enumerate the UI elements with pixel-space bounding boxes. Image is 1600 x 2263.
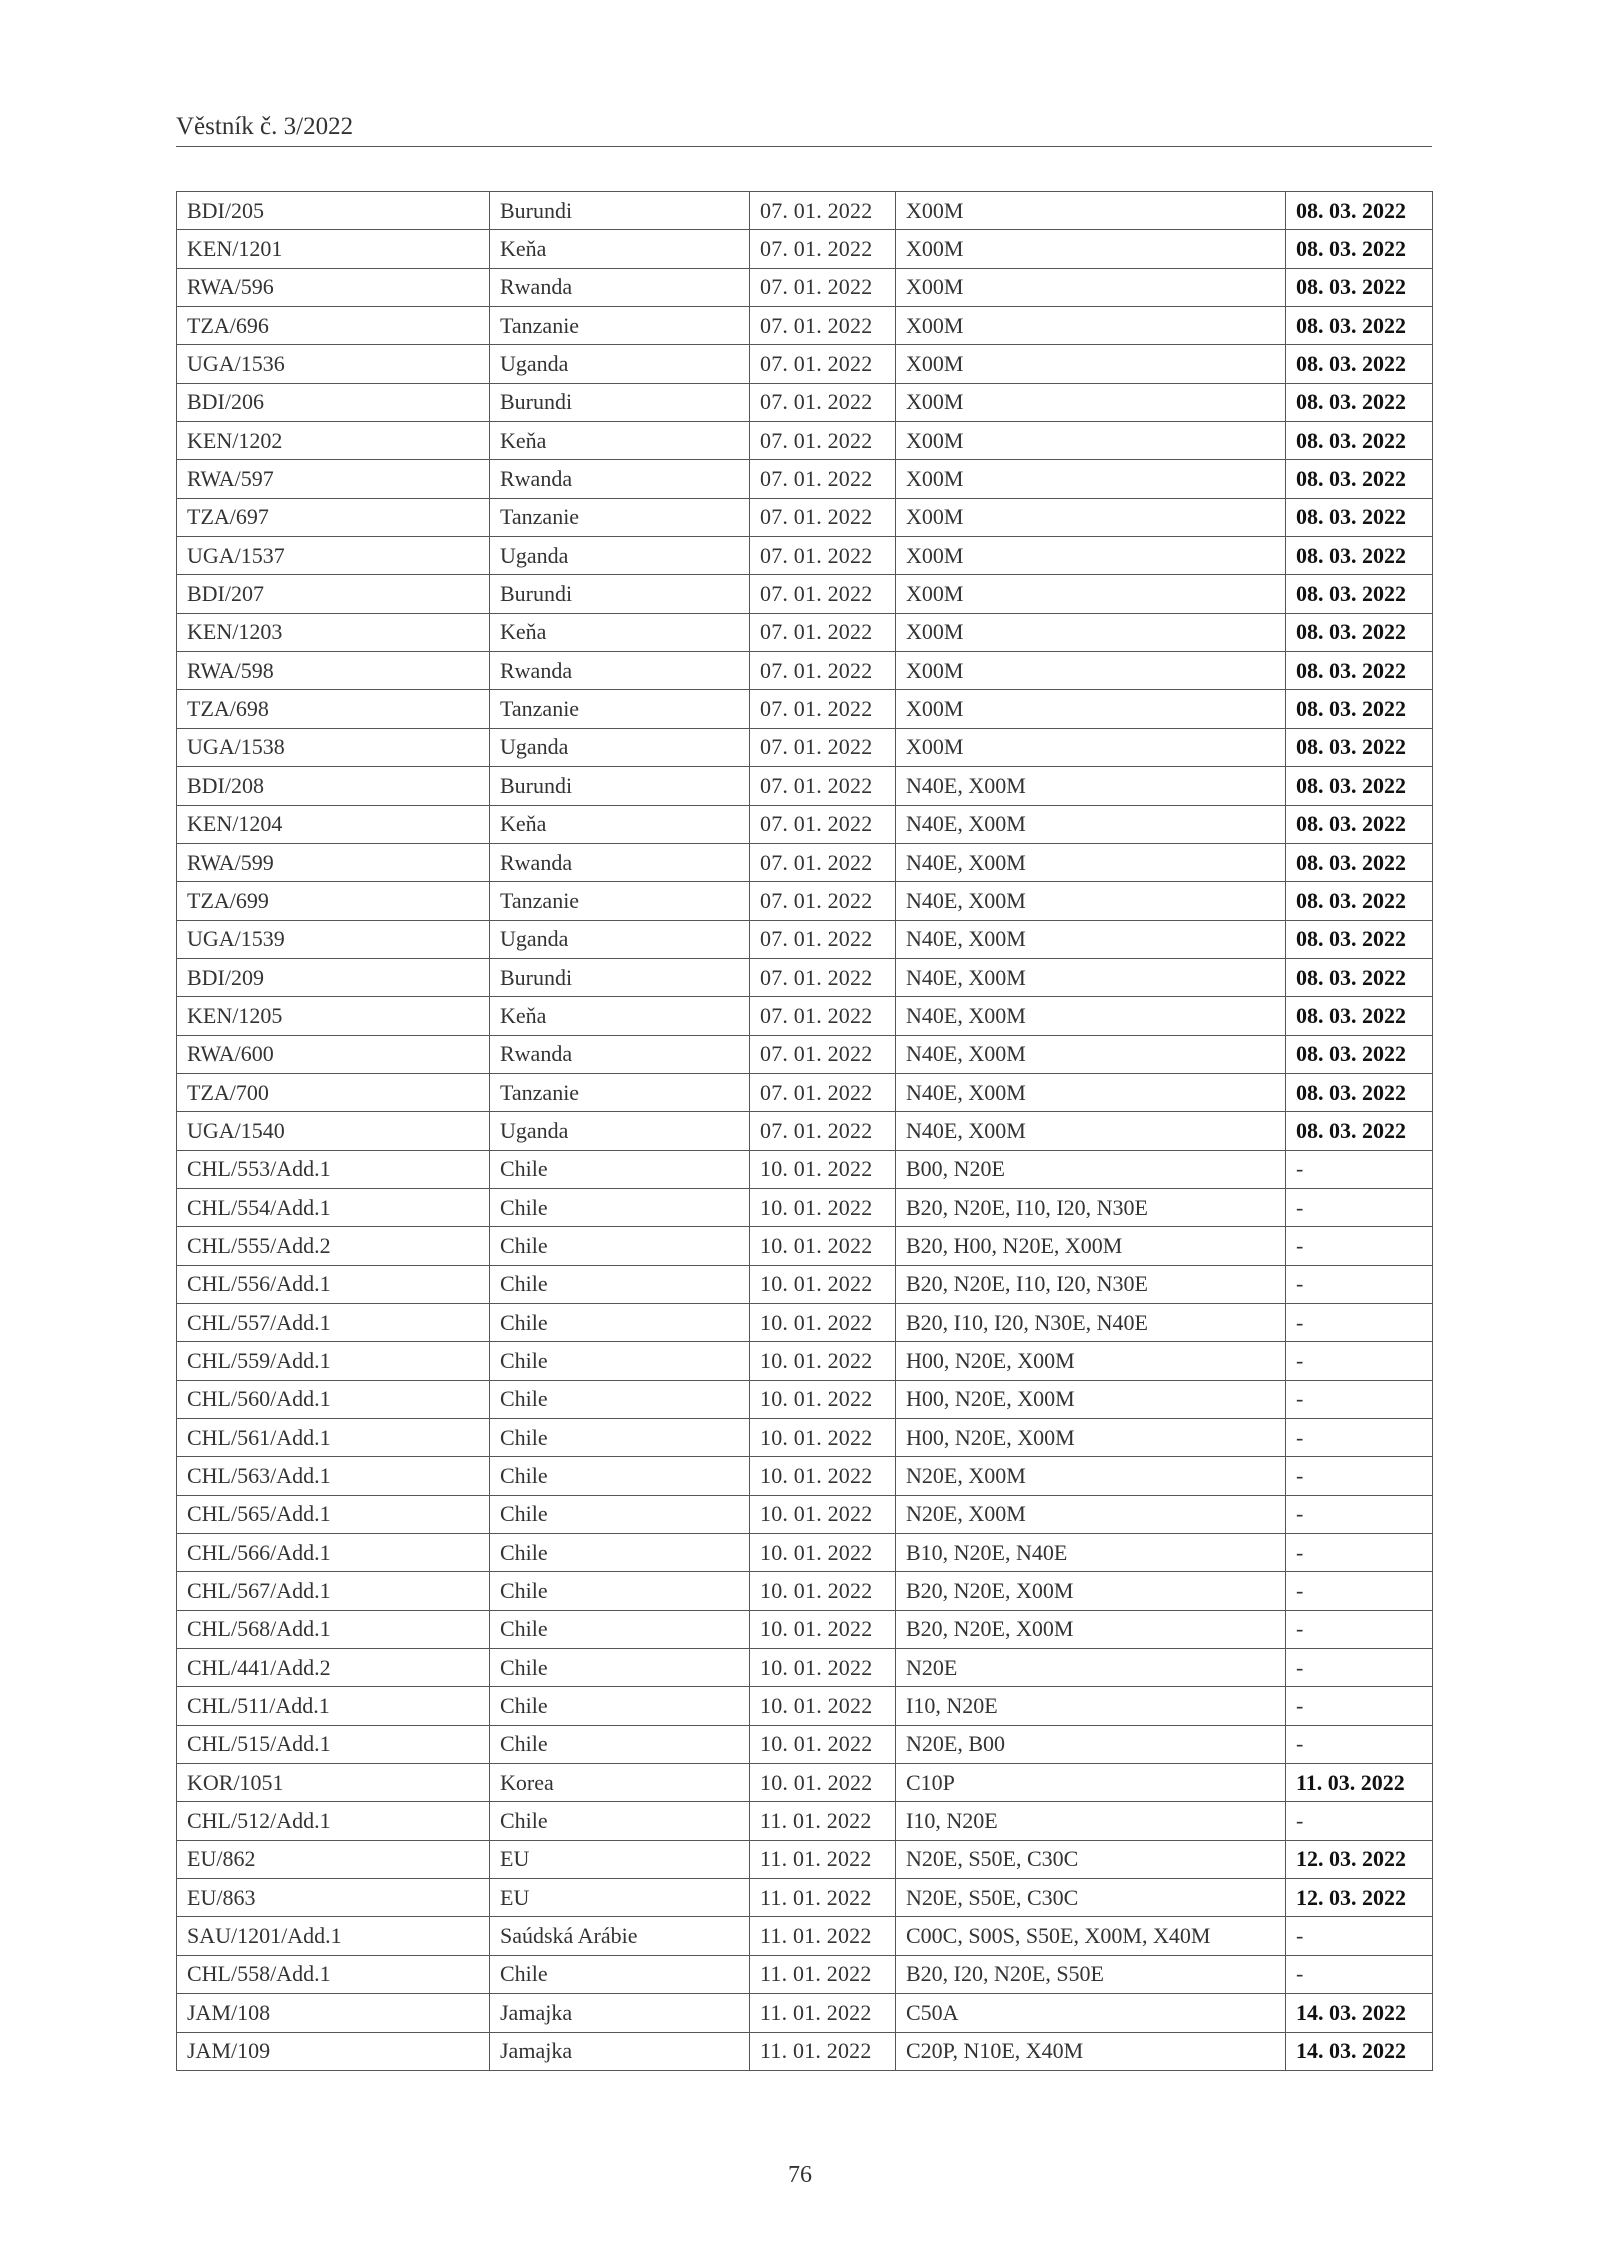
date-cell: 07. 01. 2022 xyxy=(750,997,896,1035)
table-row xyxy=(177,1994,1433,2032)
date-cell: 10. 01. 2022 xyxy=(750,1649,896,1687)
symbol-cell: CHL/554/Add.1 xyxy=(177,1188,490,1226)
codes-cell: N20E, S50E, C30C xyxy=(896,1840,1286,1878)
table-row xyxy=(177,805,1433,843)
deadline-cell: - xyxy=(1286,1457,1433,1495)
country-cell: Uganda xyxy=(490,537,750,575)
date-cell: 07. 01. 2022 xyxy=(750,613,896,651)
table-row xyxy=(177,1303,1433,1341)
date-cell: 10. 01. 2022 xyxy=(750,1419,896,1457)
symbol-cell: CHL/561/Add.1 xyxy=(177,1419,490,1457)
table-row xyxy=(177,1342,1433,1380)
codes-cell: C20P, N10E, X40M xyxy=(896,2032,1286,2070)
deadline-cell: - xyxy=(1286,1610,1433,1648)
page-number: 76 xyxy=(788,2162,812,2188)
table-row xyxy=(177,613,1433,651)
codes-cell: N20E, B00 xyxy=(896,1725,1286,1763)
codes-cell: B20, N20E, X00M xyxy=(896,1572,1286,1610)
table-row xyxy=(177,1610,1433,1648)
symbol-cell: CHL/515/Add.1 xyxy=(177,1725,490,1763)
symbol-cell: RWA/596 xyxy=(177,268,490,306)
country-cell: Burundi xyxy=(490,575,750,613)
date-cell: 10. 01. 2022 xyxy=(750,1725,896,1763)
deadline-cell: - xyxy=(1286,1917,1433,1955)
codes-cell: X00M xyxy=(896,422,1286,460)
date-cell: 10. 01. 2022 xyxy=(750,1457,896,1495)
codes-cell: N40E, X00M xyxy=(896,1073,1286,1111)
deadline-cell: 08. 03. 2022 xyxy=(1286,882,1433,920)
date-cell: 07. 01. 2022 xyxy=(750,920,896,958)
codes-cell: N40E, X00M xyxy=(896,958,1286,996)
symbol-cell: CHL/568/Add.1 xyxy=(177,1610,490,1648)
codes-cell: N40E, X00M xyxy=(896,997,1286,1035)
country-cell: Keňa xyxy=(490,805,750,843)
codes-cell: X00M xyxy=(896,268,1286,306)
country-cell: Chile xyxy=(490,1649,750,1687)
codes-cell: X00M xyxy=(896,690,1286,728)
codes-cell: B20, H00, N20E, X00M xyxy=(896,1227,1286,1265)
deadline-cell: - xyxy=(1286,1265,1433,1303)
deadline-cell: - xyxy=(1286,1725,1433,1763)
country-cell: Chile xyxy=(490,1495,750,1533)
date-cell: 10. 01. 2022 xyxy=(750,1572,896,1610)
deadline-cell: 11. 03. 2022 xyxy=(1286,1764,1433,1802)
date-cell: 10. 01. 2022 xyxy=(750,1764,896,1802)
symbol-cell: KEN/1205 xyxy=(177,997,490,1035)
country-cell: Chile xyxy=(490,1572,750,1610)
codes-cell: X00M xyxy=(896,537,1286,575)
country-cell: Rwanda xyxy=(490,843,750,881)
symbol-cell: CHL/512/Add.1 xyxy=(177,1802,490,1840)
date-cell: 11. 01. 2022 xyxy=(750,1802,896,1840)
codes-cell: C10P xyxy=(896,1764,1286,1802)
symbol-cell: CHL/557/Add.1 xyxy=(177,1303,490,1341)
codes-cell: N20E, X00M xyxy=(896,1495,1286,1533)
date-cell: 07. 01. 2022 xyxy=(750,1073,896,1111)
table-row xyxy=(177,767,1433,805)
deadline-cell: 08. 03. 2022 xyxy=(1286,805,1433,843)
country-cell: Uganda xyxy=(490,345,750,383)
codes-cell: B10, N20E, N40E xyxy=(896,1534,1286,1572)
codes-cell: X00M xyxy=(896,192,1286,230)
table-row xyxy=(177,1073,1433,1111)
table-row xyxy=(177,307,1433,345)
table-row xyxy=(177,1227,1433,1265)
country-cell: EU xyxy=(490,1879,750,1917)
symbol-cell: RWA/599 xyxy=(177,843,490,881)
codes-cell: I10, N20E xyxy=(896,1687,1286,1725)
codes-cell: X00M xyxy=(896,230,1286,268)
deadline-cell: 08. 03. 2022 xyxy=(1286,1073,1433,1111)
symbol-cell: TZA/700 xyxy=(177,1073,490,1111)
table-row xyxy=(177,920,1433,958)
codes-cell: N40E, X00M xyxy=(896,767,1286,805)
codes-cell: B20, N20E, I10, I20, N30E xyxy=(896,1265,1286,1303)
country-cell: Burundi xyxy=(490,383,750,421)
deadline-cell: - xyxy=(1286,1380,1433,1418)
country-cell: Chile xyxy=(490,1725,750,1763)
date-cell: 07. 01. 2022 xyxy=(750,498,896,536)
country-cell: Burundi xyxy=(490,192,750,230)
codes-cell: N20E, X00M xyxy=(896,1457,1286,1495)
deadline-cell: 08. 03. 2022 xyxy=(1286,843,1433,881)
symbol-cell: KOR/1051 xyxy=(177,1764,490,1802)
symbol-cell: CHL/441/Add.2 xyxy=(177,1649,490,1687)
codes-cell: N40E, X00M xyxy=(896,1035,1286,1073)
symbol-cell: RWA/598 xyxy=(177,652,490,690)
table-row xyxy=(177,1955,1433,1993)
date-cell: 07. 01. 2022 xyxy=(750,422,896,460)
country-cell: Jamajka xyxy=(490,2032,750,2070)
country-cell: Uganda xyxy=(490,728,750,766)
symbol-cell: TZA/698 xyxy=(177,690,490,728)
date-cell: 10. 01. 2022 xyxy=(750,1342,896,1380)
symbol-cell: CHL/567/Add.1 xyxy=(177,1572,490,1610)
table-row xyxy=(177,1380,1433,1418)
table-row xyxy=(177,882,1433,920)
page-header xyxy=(176,112,1432,147)
deadline-cell: 14. 03. 2022 xyxy=(1286,1994,1433,2032)
table-row xyxy=(177,1188,1433,1226)
deadline-cell: 08. 03. 2022 xyxy=(1286,460,1433,498)
deadline-cell: 08. 03. 2022 xyxy=(1286,268,1433,306)
country-cell: Burundi xyxy=(490,958,750,996)
country-cell: Rwanda xyxy=(490,268,750,306)
codes-cell: N40E, X00M xyxy=(896,1112,1286,1150)
codes-cell: H00, N20E, X00M xyxy=(896,1419,1286,1457)
country-cell: Keňa xyxy=(490,997,750,1035)
codes-cell: C00C, S00S, S50E, X00M, X40M xyxy=(896,1917,1286,1955)
codes-cell: H00, N20E, X00M xyxy=(896,1380,1286,1418)
date-cell: 07. 01. 2022 xyxy=(750,690,896,728)
deadline-cell: 08. 03. 2022 xyxy=(1286,652,1433,690)
symbol-cell: CHL/558/Add.1 xyxy=(177,1955,490,1993)
table-row xyxy=(177,690,1433,728)
table-row xyxy=(177,1879,1433,1917)
country-cell: Tanzanie xyxy=(490,882,750,920)
deadline-cell: - xyxy=(1286,1534,1433,1572)
deadline-cell: - xyxy=(1286,1188,1433,1226)
table-body xyxy=(177,192,1433,2071)
symbol-cell: CHL/565/Add.1 xyxy=(177,1495,490,1533)
date-cell: 07. 01. 2022 xyxy=(750,268,896,306)
deadline-cell: 08. 03. 2022 xyxy=(1286,728,1433,766)
symbol-cell: UGA/1538 xyxy=(177,728,490,766)
date-cell: 10. 01. 2022 xyxy=(750,1380,896,1418)
notifications-table xyxy=(176,191,1433,2071)
table-row xyxy=(177,1112,1433,1150)
deadline-cell: 08. 03. 2022 xyxy=(1286,920,1433,958)
deadline-cell: - xyxy=(1286,1419,1433,1457)
table-row xyxy=(177,1457,1433,1495)
date-cell: 07. 01. 2022 xyxy=(750,460,896,498)
deadline-cell: 08. 03. 2022 xyxy=(1286,1112,1433,1150)
date-cell: 11. 01. 2022 xyxy=(750,2032,896,2070)
table-row xyxy=(177,2032,1433,2070)
date-cell: 07. 01. 2022 xyxy=(750,1112,896,1150)
codes-cell: N20E, S50E, C30C xyxy=(896,1879,1286,1917)
date-cell: 07. 01. 2022 xyxy=(750,575,896,613)
deadline-cell: 08. 03. 2022 xyxy=(1286,997,1433,1035)
codes-cell: N40E, X00M xyxy=(896,805,1286,843)
deadline-cell: 08. 03. 2022 xyxy=(1286,690,1433,728)
date-cell: 07. 01. 2022 xyxy=(750,805,896,843)
date-cell: 07. 01. 2022 xyxy=(750,728,896,766)
codes-cell: N20E xyxy=(896,1649,1286,1687)
table-row xyxy=(177,498,1433,536)
date-cell: 07. 01. 2022 xyxy=(750,537,896,575)
table-row xyxy=(177,958,1433,996)
country-cell: Jamajka xyxy=(490,1994,750,2032)
deadline-cell: 08. 03. 2022 xyxy=(1286,345,1433,383)
codes-cell: I10, N20E xyxy=(896,1802,1286,1840)
table-row xyxy=(177,1265,1433,1303)
date-cell: 11. 01. 2022 xyxy=(750,1879,896,1917)
deadline-cell: 12. 03. 2022 xyxy=(1286,1879,1433,1917)
codes-cell: B00, N20E xyxy=(896,1150,1286,1188)
table-row xyxy=(177,1917,1433,1955)
table-row xyxy=(177,1764,1433,1802)
codes-cell: X00M xyxy=(896,307,1286,345)
codes-cell: X00M xyxy=(896,498,1286,536)
deadline-cell: 08. 03. 2022 xyxy=(1286,537,1433,575)
table-row xyxy=(177,1840,1433,1878)
symbol-cell: KEN/1202 xyxy=(177,422,490,460)
codes-cell: C50A xyxy=(896,1994,1286,2032)
deadline-cell: 08. 03. 2022 xyxy=(1286,958,1433,996)
deadline-cell: - xyxy=(1286,1955,1433,1993)
symbol-cell: TZA/697 xyxy=(177,498,490,536)
deadline-cell: - xyxy=(1286,1572,1433,1610)
codes-cell: X00M xyxy=(896,460,1286,498)
symbol-cell: JAM/109 xyxy=(177,2032,490,2070)
date-cell: 07. 01. 2022 xyxy=(750,307,896,345)
symbol-cell: SAU/1201/Add.1 xyxy=(177,1917,490,1955)
country-cell: Chile xyxy=(490,1687,750,1725)
date-cell: 07. 01. 2022 xyxy=(750,767,896,805)
country-cell: Chile xyxy=(490,1265,750,1303)
symbol-cell: CHL/556/Add.1 xyxy=(177,1265,490,1303)
date-cell: 10. 01. 2022 xyxy=(750,1265,896,1303)
table-row xyxy=(177,1687,1433,1725)
codes-cell: N40E, X00M xyxy=(896,882,1286,920)
table-row xyxy=(177,1725,1433,1763)
country-cell: Chile xyxy=(490,1150,750,1188)
date-cell: 07. 01. 2022 xyxy=(750,345,896,383)
table-row xyxy=(177,537,1433,575)
codes-cell: B20, I10, I20, N30E, N40E xyxy=(896,1303,1286,1341)
date-cell: 07. 01. 2022 xyxy=(750,652,896,690)
country-cell: Keňa xyxy=(490,230,750,268)
symbol-cell: EU/863 xyxy=(177,1879,490,1917)
country-cell: Chile xyxy=(490,1802,750,1840)
country-cell: Rwanda xyxy=(490,1035,750,1073)
deadline-cell: 08. 03. 2022 xyxy=(1286,230,1433,268)
country-cell: Tanzanie xyxy=(490,690,750,728)
table-row xyxy=(177,345,1433,383)
codes-cell: X00M xyxy=(896,345,1286,383)
country-cell: Chile xyxy=(490,1610,750,1648)
country-cell: Chile xyxy=(490,1303,750,1341)
symbol-cell: RWA/600 xyxy=(177,1035,490,1073)
date-cell: 10. 01. 2022 xyxy=(750,1495,896,1533)
country-cell: Chile xyxy=(490,1342,750,1380)
deadline-cell: - xyxy=(1286,1495,1433,1533)
table-row xyxy=(177,1150,1433,1188)
country-cell: Chile xyxy=(490,1457,750,1495)
symbol-cell: CHL/553/Add.1 xyxy=(177,1150,490,1188)
table-row xyxy=(177,1495,1433,1533)
deadline-cell: - xyxy=(1286,1802,1433,1840)
deadline-cell: 08. 03. 2022 xyxy=(1286,307,1433,345)
deadline-cell: - xyxy=(1286,1687,1433,1725)
date-cell: 10. 01. 2022 xyxy=(750,1534,896,1572)
deadline-cell: 08. 03. 2022 xyxy=(1286,767,1433,805)
date-cell: 07. 01. 2022 xyxy=(750,958,896,996)
deadline-cell: 08. 03. 2022 xyxy=(1286,422,1433,460)
deadline-cell: 14. 03. 2022 xyxy=(1286,2032,1433,2070)
country-cell: Tanzanie xyxy=(490,1073,750,1111)
table-row xyxy=(177,230,1433,268)
table-row xyxy=(177,460,1433,498)
date-cell: 07. 01. 2022 xyxy=(750,192,896,230)
table-row xyxy=(177,268,1433,306)
table-row xyxy=(177,422,1433,460)
deadline-cell: 08. 03. 2022 xyxy=(1286,1035,1433,1073)
symbol-cell: BDI/207 xyxy=(177,575,490,613)
symbol-cell: TZA/696 xyxy=(177,307,490,345)
date-cell: 10. 01. 2022 xyxy=(750,1687,896,1725)
symbol-cell: CHL/560/Add.1 xyxy=(177,1380,490,1418)
symbol-cell: TZA/699 xyxy=(177,882,490,920)
symbol-cell: RWA/597 xyxy=(177,460,490,498)
country-cell: Tanzanie xyxy=(490,498,750,536)
symbol-cell: JAM/108 xyxy=(177,1994,490,2032)
table-row xyxy=(177,1419,1433,1457)
symbol-cell: KEN/1201 xyxy=(177,230,490,268)
table-row xyxy=(177,1035,1433,1073)
country-cell: Tanzanie xyxy=(490,307,750,345)
date-cell: 10. 01. 2022 xyxy=(750,1610,896,1648)
country-cell: Chile xyxy=(490,1188,750,1226)
date-cell: 11. 01. 2022 xyxy=(750,1955,896,1993)
codes-cell: X00M xyxy=(896,728,1286,766)
country-cell: Chile xyxy=(490,1380,750,1418)
table-row xyxy=(177,383,1433,421)
symbol-cell: BDI/205 xyxy=(177,192,490,230)
table-row xyxy=(177,997,1433,1035)
symbol-cell: BDI/206 xyxy=(177,383,490,421)
country-cell: Rwanda xyxy=(490,460,750,498)
country-cell: Korea xyxy=(490,1764,750,1802)
codes-cell: B20, N20E, I10, I20, N30E xyxy=(896,1188,1286,1226)
date-cell: 07. 01. 2022 xyxy=(750,383,896,421)
table-row xyxy=(177,652,1433,690)
deadline-cell: - xyxy=(1286,1342,1433,1380)
date-cell: 10. 01. 2022 xyxy=(750,1188,896,1226)
symbol-cell: UGA/1536 xyxy=(177,345,490,383)
symbol-cell: KEN/1203 xyxy=(177,613,490,651)
deadline-cell: - xyxy=(1286,1227,1433,1265)
date-cell: 10. 01. 2022 xyxy=(750,1227,896,1265)
country-cell: Burundi xyxy=(490,767,750,805)
symbol-cell: CHL/555/Add.2 xyxy=(177,1227,490,1265)
codes-cell: N40E, X00M xyxy=(896,920,1286,958)
symbol-cell: UGA/1537 xyxy=(177,537,490,575)
table-row xyxy=(177,843,1433,881)
table-row xyxy=(177,575,1433,613)
symbol-cell: EU/862 xyxy=(177,1840,490,1878)
date-cell: 11. 01. 2022 xyxy=(750,1840,896,1878)
deadline-cell: 08. 03. 2022 xyxy=(1286,613,1433,651)
deadline-cell: - xyxy=(1286,1150,1433,1188)
country-cell: EU xyxy=(490,1840,750,1878)
country-cell: Chile xyxy=(490,1534,750,1572)
symbol-cell: KEN/1204 xyxy=(177,805,490,843)
country-cell: Keňa xyxy=(490,613,750,651)
date-cell: 07. 01. 2022 xyxy=(750,843,896,881)
deadline-cell: 08. 03. 2022 xyxy=(1286,383,1433,421)
date-cell: 07. 01. 2022 xyxy=(750,230,896,268)
country-cell: Uganda xyxy=(490,1112,750,1150)
symbol-cell: BDI/209 xyxy=(177,958,490,996)
date-cell: 10. 01. 2022 xyxy=(750,1150,896,1188)
deadline-cell: 08. 03. 2022 xyxy=(1286,192,1433,230)
symbol-cell: UGA/1539 xyxy=(177,920,490,958)
table-row xyxy=(177,1649,1433,1687)
table-row xyxy=(177,1802,1433,1840)
codes-cell: H00, N20E, X00M xyxy=(896,1342,1286,1380)
codes-cell: X00M xyxy=(896,613,1286,651)
symbol-cell: CHL/559/Add.1 xyxy=(177,1342,490,1380)
date-cell: 11. 01. 2022 xyxy=(750,1994,896,2032)
date-cell: 11. 01. 2022 xyxy=(750,1917,896,1955)
deadline-cell: 08. 03. 2022 xyxy=(1286,498,1433,536)
table-row xyxy=(177,192,1433,230)
deadline-cell: 12. 03. 2022 xyxy=(1286,1840,1433,1878)
symbol-cell: UGA/1540 xyxy=(177,1112,490,1150)
codes-cell: N40E, X00M xyxy=(896,843,1286,881)
table-row xyxy=(177,1572,1433,1610)
date-cell: 07. 01. 2022 xyxy=(750,1035,896,1073)
codes-cell: X00M xyxy=(896,383,1286,421)
symbol-cell: CHL/563/Add.1 xyxy=(177,1457,490,1495)
country-cell: Chile xyxy=(490,1955,750,1993)
deadline-cell: 08. 03. 2022 xyxy=(1286,575,1433,613)
country-cell: Uganda xyxy=(490,920,750,958)
country-cell: Saúdská Arábie xyxy=(490,1917,750,1955)
country-cell: Rwanda xyxy=(490,652,750,690)
country-cell: Chile xyxy=(490,1227,750,1265)
date-cell: 07. 01. 2022 xyxy=(750,882,896,920)
table-row xyxy=(177,1534,1433,1572)
country-cell: Chile xyxy=(490,1419,750,1457)
country-cell: Keňa xyxy=(490,422,750,460)
symbol-cell: CHL/511/Add.1 xyxy=(177,1687,490,1725)
symbol-cell: BDI/208 xyxy=(177,767,490,805)
codes-cell: B20, N20E, X00M xyxy=(896,1610,1286,1648)
deadline-cell: - xyxy=(1286,1649,1433,1687)
codes-cell: X00M xyxy=(896,652,1286,690)
codes-cell: B20, I20, N20E, S50E xyxy=(896,1955,1286,1993)
symbol-cell: CHL/566/Add.1 xyxy=(177,1534,490,1572)
codes-cell: X00M xyxy=(896,575,1286,613)
table-row xyxy=(177,728,1433,766)
bulletin-title: Věstník č. 3/2022 xyxy=(176,113,354,140)
deadline-cell: - xyxy=(1286,1303,1433,1341)
date-cell: 10. 01. 2022 xyxy=(750,1303,896,1341)
